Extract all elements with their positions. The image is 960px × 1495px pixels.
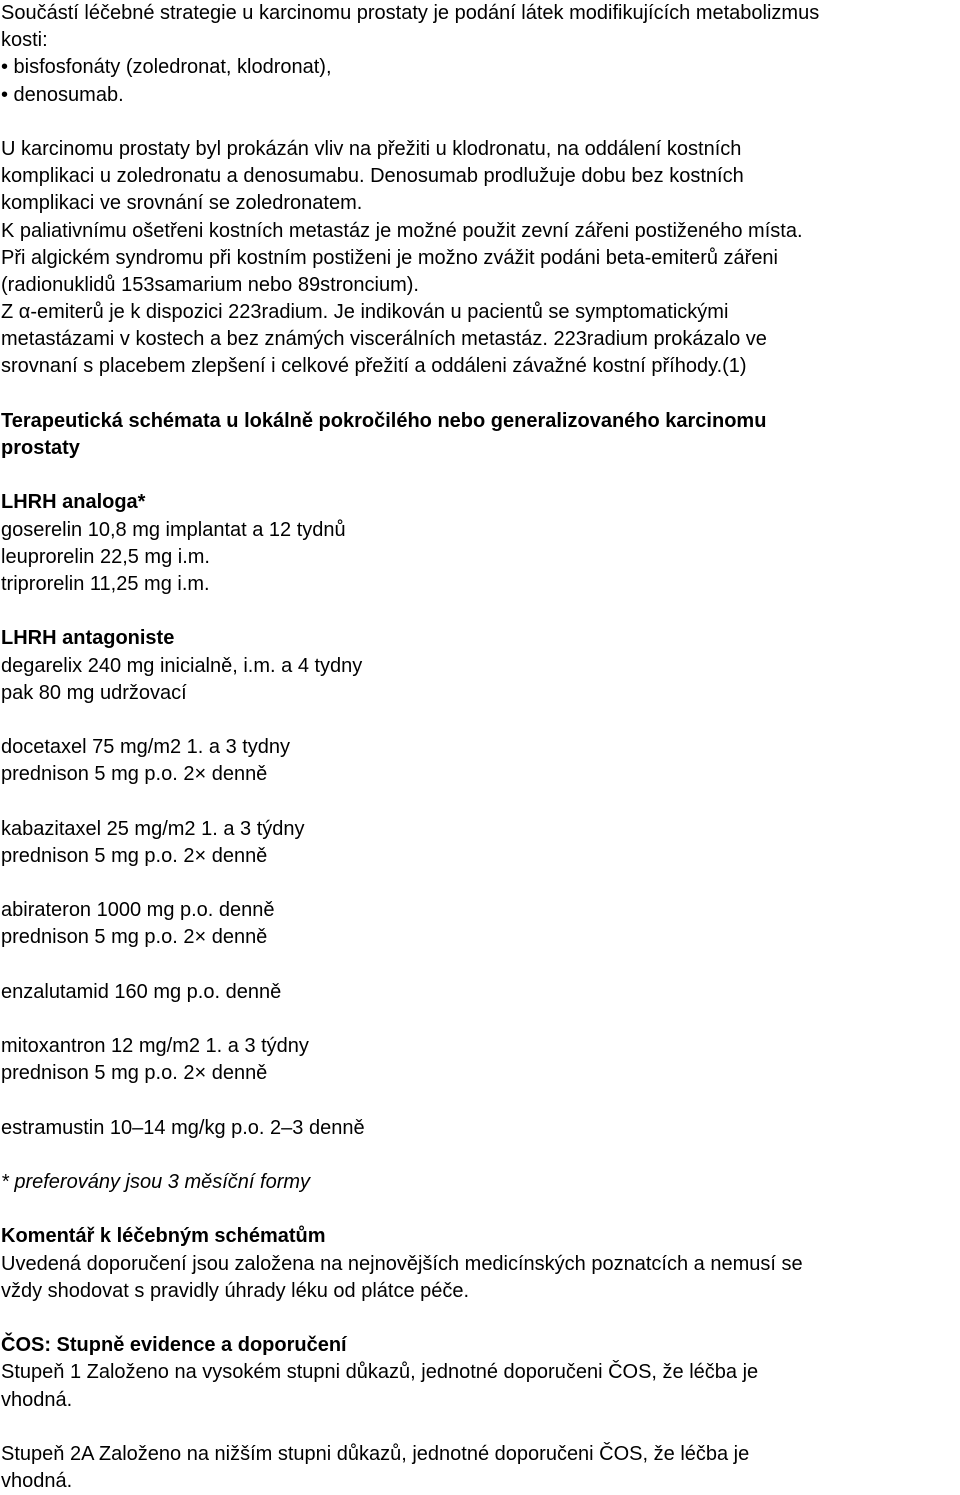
text-line: Při algickém syndromu při kostním postiženi je možno zvážit podáni beta-emiterů zářeni [1,246,779,269]
text-line: vždy shodovat s pravidly úhrady léku od plátce péče. [1,1279,470,1302]
evidence-block [1,1332,960,1495]
drug-line: goserelin 10,8 mg implantat a 12 tydnů [1,518,346,541]
spacer [1,109,960,136]
text-line: Součástí léčebné strategie u karcinomu prostaty je podání látek modifikujících metabolizmus [1,2,820,24]
subsection-title: LHRH analoga* [1,491,146,514]
text-line: Stupeň 1 Založeno na vysokém stupni důkazů, jednotné doporučeni ČOS, že léčba je [1,1361,759,1384]
bullet-item: • denosumab. [1,83,124,106]
spacer [1,870,960,897]
spacer [1,1006,960,1033]
drug-line: mitoxantron 12 mg/m2 1. a 3 týdny [1,1035,309,1058]
drug-line: abirateron 1000 mg p.o. denně [1,899,275,922]
comment-block [1,1223,960,1305]
text-line: Stupeň 2A Založeno na nižším stupni důkazů, jednotné doporučeni ČOS, že léčba je [1,1442,750,1465]
spacer [1,598,960,625]
mitoxantron-block [1,1033,960,1087]
footnote: * preferovány jsou 3 měsíční formy [1,1171,311,1194]
spacer [1,788,960,815]
drug-line: prednison 5 mg p.o. 2× denně [1,763,268,786]
subsection-title: ČOS: Stupně evidence a doporučení [1,1334,347,1357]
estramustin-block [1,1115,960,1142]
bullet-item: • bisfosfonáty (zoledronat, klodronat), [1,56,332,79]
intro-paragraph-bone-agents [1,0,960,109]
enzalutamid-block [1,979,960,1006]
text-line: K paliativnímu ošetřeni kostních metastáz je možné použit zevní zářeni postiženého místa. [1,219,803,242]
subsection-title: Komentář k léčebným schématům [1,1225,326,1248]
text-line: Z α-emiterů je k dispozici 223radium. Je indikován u pacientů se symptomatickými [1,301,729,324]
text-line: komplikaci u zoledronatu a denosumabu. Denosumab prodlužuje dobu bez kostních [1,165,744,188]
text-line: metastázami v kostech a bez známých viscerálních metastáz. 223radium prokázalo ve [1,328,767,351]
text-line: U karcinomu prostaty byl prokázán vliv na přežiti u klodronatu, na oddálení kostních [1,137,742,160]
drug-line: prednison 5 mg p.o. 2× denně [1,1062,268,1085]
drug-line: enzalutamid 160 mg p.o. denně [1,980,282,1003]
subsection-title: LHRH antagoniste [1,627,175,650]
text-line: kosti: [1,29,48,52]
abirateron-block [1,897,960,951]
spacer [1,462,960,489]
drug-line: leuprorelin 22,5 mg i.m. [1,545,210,568]
text-line: srovnaní s placebem zlepšení i celkové přežití a oddáleni závažné kostní příhody.(1) [1,355,747,378]
text-line: (radionuklidů 153samarium nebo 89stroncium). [1,273,419,296]
drug-line: triprorelin 11,25 mg i.m. [1,572,210,595]
spacer [1,707,960,734]
drug-line: prednison 5 mg p.o. 2× denně [1,844,268,867]
spacer [1,381,960,408]
drug-line: degarelix 240 mg inicialně, i.m. a 4 tydny [1,654,363,677]
spacer [1,1196,960,1223]
drug-line: estramustin 10–14 mg/kg p.o. 2–3 denně [1,1116,365,1139]
section-heading: prostaty [1,437,80,459]
spacer [1,1142,960,1169]
schemes-heading [1,408,960,462]
text-line: vhodná. [1,1388,73,1411]
spacer [1,1305,960,1332]
text-line: komplikaci ve srovnání se zoledronatem. [1,192,363,215]
spacer [1,1088,960,1115]
kabazitaxel-block [1,816,960,870]
text-line: vhodná. [1,1470,73,1493]
section-heading: Terapeutická schémata u lokálně pokročilého nebo generalizovaného karcinomu [1,409,767,432]
drug-line: pak 80 mg udržovací [1,681,187,704]
intro-paragraph-evidence [1,136,960,381]
text-line: Uvedená doporučení jsou založena na nejnovějších medicínských poznatcích a nemusí se [1,1252,803,1275]
docetaxel-block [1,734,960,788]
drug-line: prednison 5 mg p.o. 2× denně [1,926,268,949]
drug-line: docetaxel 75 mg/m2 1. a 3 tydny [1,736,291,759]
lhrh-analoga-block [1,489,960,598]
spacer [1,952,960,979]
drug-line: kabazitaxel 25 mg/m2 1. a 3 týdny [1,817,305,840]
lhrh-antagoniste-block [1,625,960,707]
spacer [1,1414,960,1441]
